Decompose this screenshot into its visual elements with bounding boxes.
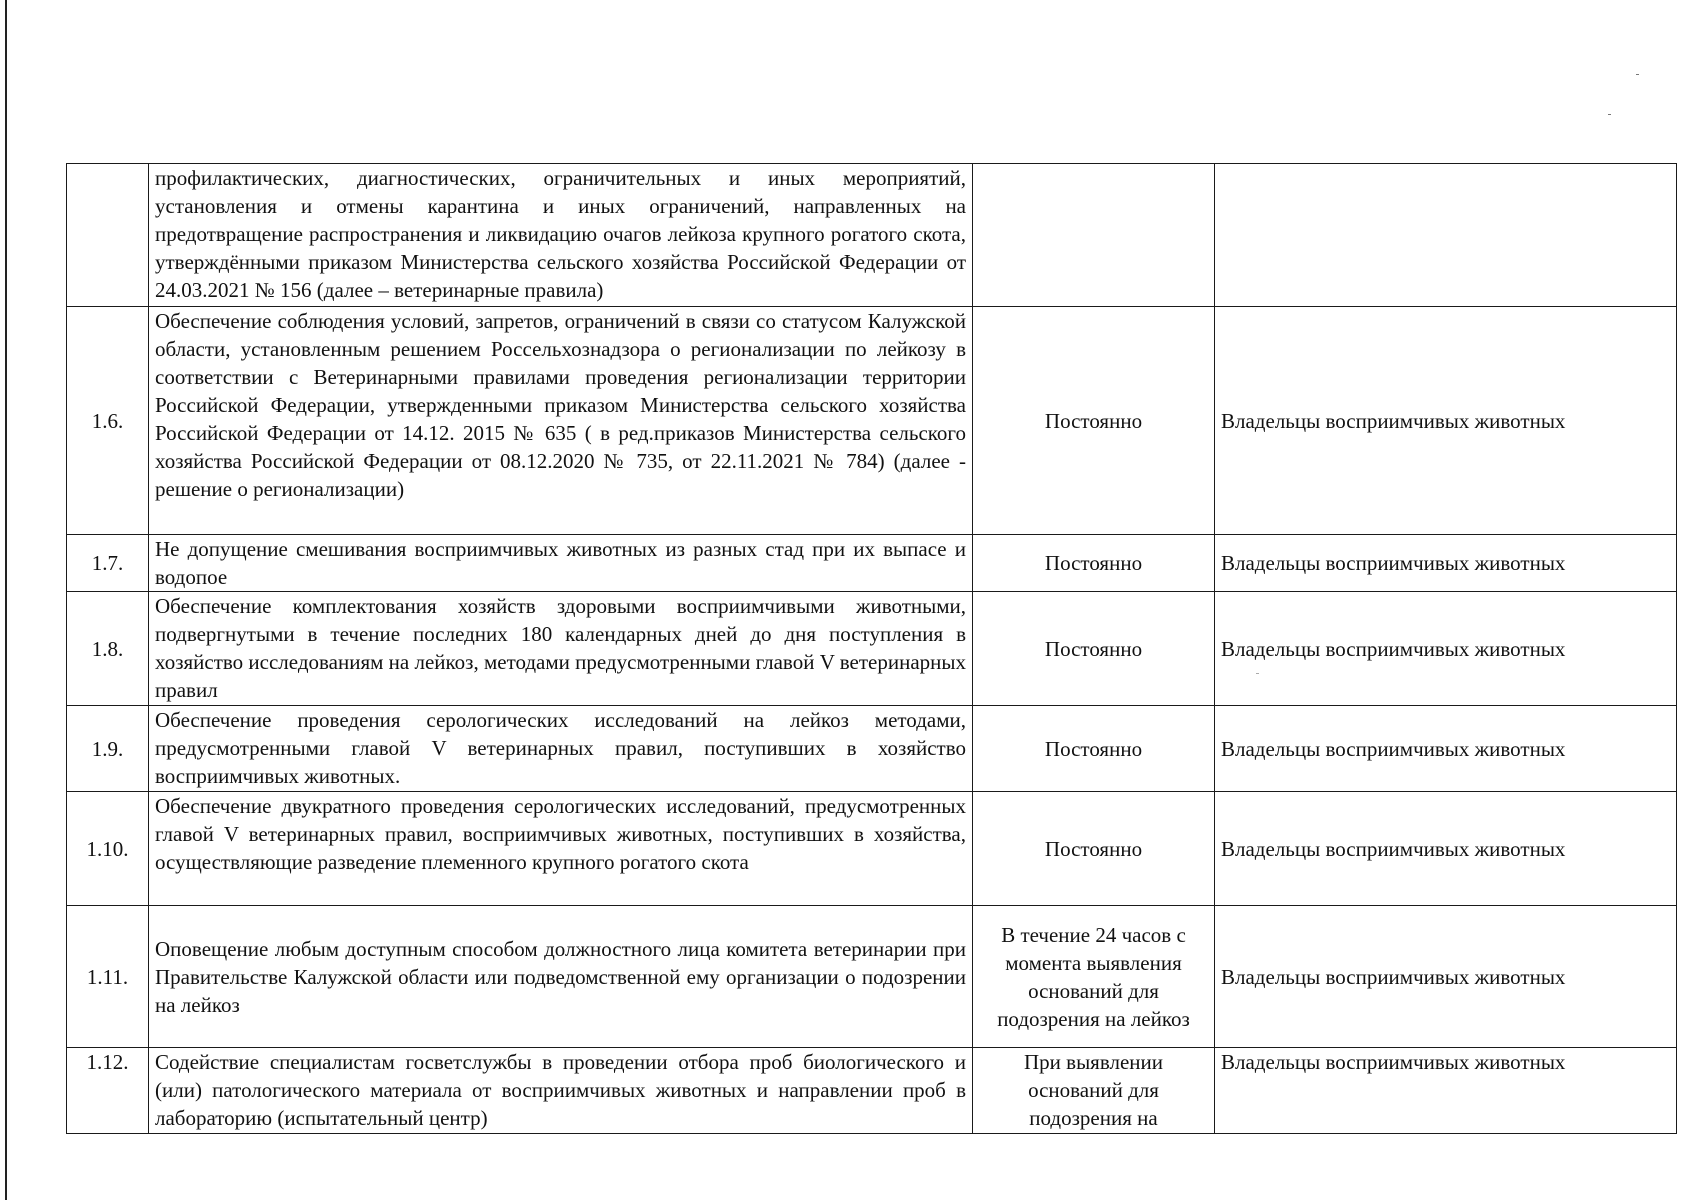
- table-row: [67, 1048, 1677, 1134]
- responsible-text: Владельцы восприимчивых животных: [1215, 792, 1677, 906]
- measure-text: профилактических, диагностических, ограничительных и иных мероприятий, установления и отмены карантина и иных ограничений, направленных на предотвращение распространения и ликвидацию очагов лейкоза крупного рогатого скота, утверждёнными приказом Министерства сельского хозяйства Российской Федерации от 24.03.2021 № 156 (далее – ветеринарные правила): [149, 164, 973, 307]
- responsible-text: Владельцы восприимчивых животных: [1215, 706, 1677, 792]
- scan-speck: [1608, 114, 1611, 115]
- measure-text: Содействие специалистам госветслужбы в проведении отбора проб биологического и (или) патологического материала от восприимчивых животных и направлении проб в лабораторию (испытательный центр): [149, 1048, 973, 1134]
- responsible-text: Владельцы восприимчивых животных: [1215, 307, 1677, 535]
- item-number: 1.10.: [67, 792, 149, 906]
- table-row: [67, 706, 1677, 792]
- measure-text: Обеспечение проведения серологических исследований на лейкоз методами, предусмотренными главой V ветеринарных правил, поступивших в хозяйство восприимчивых животных.: [149, 706, 973, 792]
- deadline-text: Постоянно: [973, 792, 1215, 906]
- table-row: [67, 307, 1677, 535]
- table-row: [67, 906, 1677, 1048]
- scan-speck: [1636, 74, 1639, 75]
- table-row: [67, 592, 1677, 706]
- item-number: [67, 164, 149, 307]
- table-row: [67, 792, 1677, 906]
- item-number: 1.6.: [67, 307, 149, 535]
- deadline-text: [973, 164, 1215, 307]
- deadline-text: В течение 24 часов с момента выявления оснований для подозрения на лейкоз: [973, 906, 1215, 1048]
- item-number: 1.8.: [67, 592, 149, 706]
- measure-text: Обеспечение двукратного проведения серологических исследований, предусмотренных главой V ветеринарных правил, восприимчивых животных, поступивших в хозяйства, осуществляющие разведение племенного крупного рогатого скота: [149, 792, 973, 906]
- deadline-text: При выявлении оснований для подозрения на: [973, 1048, 1215, 1134]
- measure-text: Обеспечение соблюдения условий, запретов, ограничений в связи со статусом Калужской области, установленным решением Россельхознадзора о регионализации по лейкозу в соответствии с Ветеринарными правилами проведения регионализации территории Российской Федерации, утвержденными приказом Министерства сельского хозяйства Российской Федерации от 14.12. 2015 № 635 ( в ред.приказов Министерства сельского хозяйства Российской Федерации от 08.12.2020 № 735, от 22.11.2021 № 784) (далее - решение о регионализации): [149, 307, 973, 535]
- measure-text: Обеспечение комплектования хозяйств здоровыми восприимчивыми животными, подвергнутыми в течение последних 180 календарных дней до дня поступления в хозяйство исследованиям на лейкоз, методами предусмотренными главой V ветеринарных правил: [149, 592, 973, 706]
- measures-table: [66, 163, 1677, 1134]
- item-number: 1.7.: [67, 535, 149, 592]
- responsible-text: Владельцы восприимчивых животных: [1215, 535, 1677, 592]
- responsible-text: Владельцы восприимчивых животных: [1215, 1048, 1677, 1134]
- measure-text: Оповещение любым доступным способом должностного лица комитета ветеринарии при Правительстве Калужской области или подведомственной ему организации о подозрении на лейкоз: [149, 906, 973, 1048]
- deadline-text: Постоянно: [973, 535, 1215, 592]
- deadline-text: Постоянно: [973, 592, 1215, 706]
- deadline-text: Постоянно: [973, 307, 1215, 535]
- responsible-text: Владельцы восприимчивых животных: [1215, 906, 1677, 1048]
- measure-text: Не допущение смешивания восприимчивых животных из разных стад при их выпасе и водопое: [149, 535, 973, 592]
- responsible-text: [1215, 164, 1677, 307]
- table-row: [67, 535, 1677, 592]
- table-row: [67, 164, 1677, 307]
- item-number: 1.9.: [67, 706, 149, 792]
- item-number: 1.11.: [67, 906, 149, 1048]
- responsible-text: Владельцы восприимчивых животных: [1215, 592, 1677, 706]
- item-number: 1.12.: [67, 1048, 149, 1134]
- deadline-text: Постоянно: [973, 706, 1215, 792]
- scan-edge-line: [5, 0, 7, 1200]
